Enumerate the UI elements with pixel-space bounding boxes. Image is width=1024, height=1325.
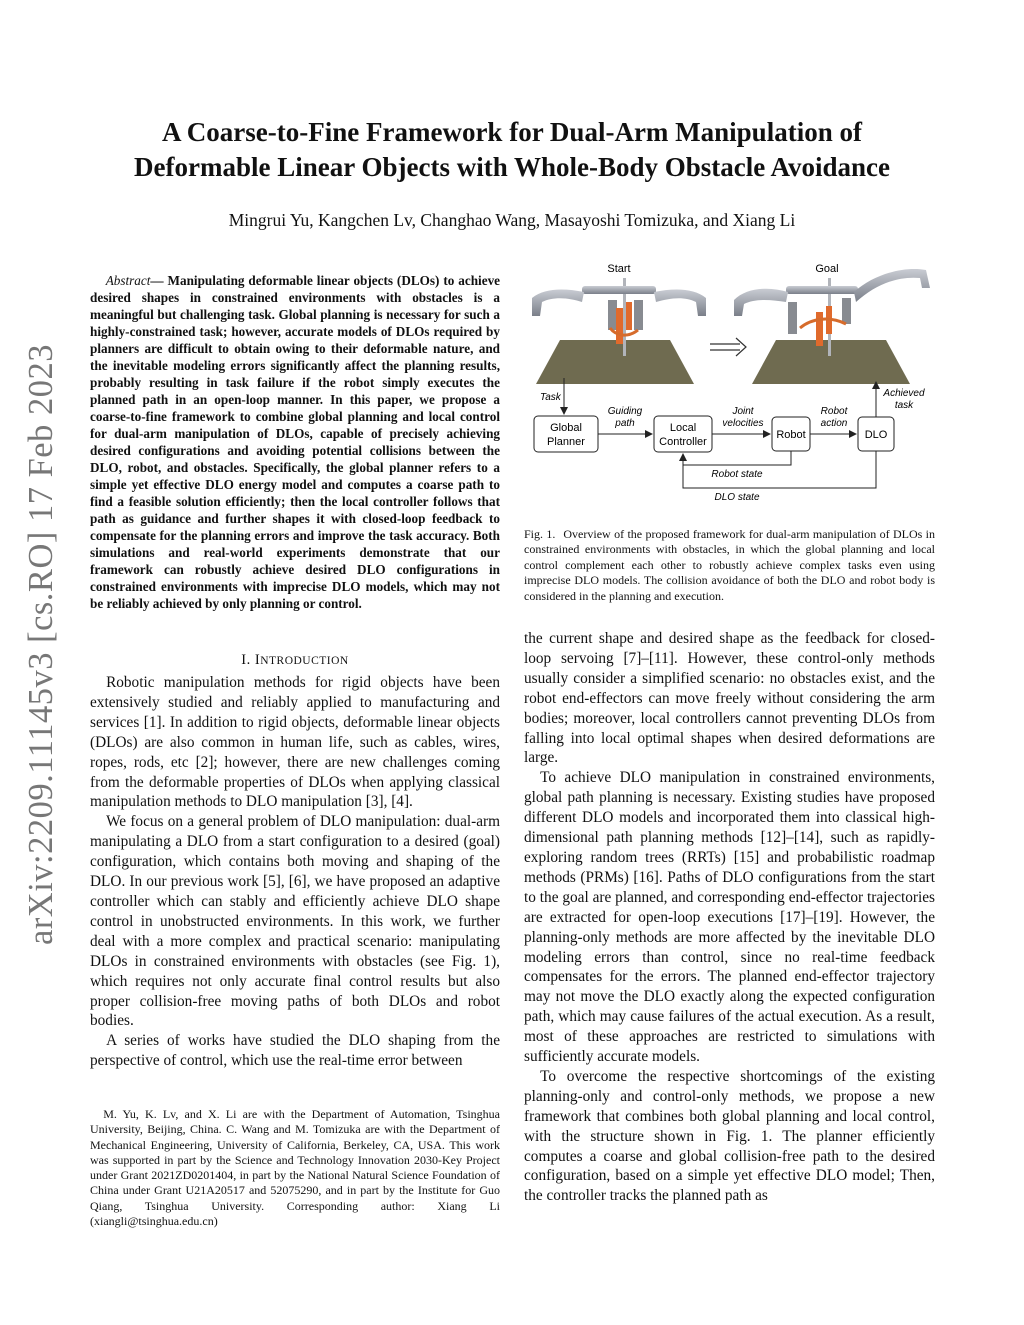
guiding-label-1: Guiding (607, 406, 643, 417)
section-heading-introduction (90, 652, 500, 669)
left-arm (734, 289, 788, 316)
paragraph: We focus on a general problem of DLO manipulation: dual-arm manipulating a DLO from a start configuration to a desired (goal) configuration, which contains both moving and shaping of the DLO. In our previous work [5], [6], we have proposed an adaptive controller which can stably and efficiently achieve DLO shape control in unobstructed environments. In this work, we further deal with a more complex and practical scenario: manipulating DLOs in constrained environments with obstacles (see Fig. 1), which requires not only accurate final control results but also proper collision-free moving paths of both DLOs and robot bodies. (90, 813, 500, 1030)
left-arm (532, 290, 584, 316)
dlo-state-label: DLO state (714, 492, 760, 503)
obstacle-pillar (626, 302, 632, 330)
local-controller-line1: Local (669, 422, 697, 434)
ground-plane (536, 340, 694, 384)
gripper-right (842, 298, 851, 324)
obstacle-pillar (616, 308, 623, 344)
paragraph: A series of works have studied the DLO shaping from the perspective of control, which use the real-time error between (90, 1032, 500, 1070)
achieved-label-2: task (894, 400, 914, 411)
right-arm (654, 290, 706, 316)
abstract (90, 272, 500, 612)
global-planner-line1: Global (550, 422, 582, 434)
paragraph: Robotic manipulation methods for rigid objects have been extensively studied and reliably applied to manufacturing and services [1]. In addition to rigid objects, deformable linear objects (DLOs) are also common in human life, such as cables, wires, ropes, rods, etc [2]; however, there are new challenges coming from the deformable properties of DLOs when applying classical manipulation methods to DLO manipulation [3], [4]. (90, 674, 500, 811)
robot-action-label-2: action (820, 418, 848, 429)
task-label: Task (540, 392, 561, 403)
arxiv-identifier: arXiv:2209.11145v3 [cs.RO] 17 Feb 2023 (22, 344, 60, 945)
start-scene-illustration (532, 263, 706, 384)
goal-scene-illustration (734, 263, 930, 384)
right-arm (854, 269, 930, 302)
paper-title (60, 115, 964, 185)
start-label: Start (607, 263, 631, 275)
footnote (90, 1107, 500, 1229)
robot-state-label: Robot state (711, 469, 763, 480)
figure-1 (524, 258, 935, 508)
robot-action-label-1: Robot (820, 406, 848, 417)
title-line-1: A Coarse-to-Fine Framework for Dual-Arm Manipulation of (162, 117, 862, 147)
gripper-left (608, 300, 617, 330)
title-line-2: Deformable Linear Objects with Whole-Body Obstacle Avoidance (134, 152, 890, 182)
paragraph: To overcome the respective shortcomings of the existing planning-only and control-only methods, we propose a new framework that combines both global planning and local control, with the structure shown in Fig. 1. The planner efficiently computes a coarse and global collision-free path to the desired configuration, based on a simple yet effective DLO model; Then, the controller tracks the planned path as (524, 1067, 935, 1205)
footnote-text: M. Yu, K. Lv, and X. Li are with the Department of Automation, Tsinghua University, Beijing, China. C. Wang and M. Tomizuka are with the Department of Mechanical Engineering, University of California, Berkeley, CA, USA. This work was supported in part by the Science and Technology Innovation 2030-Key Project under Grant 2021ZD0201404, in part by the National Natural Science Foundation of China under Grant U21A20517 and 52075290, and in part by the Institute for Guo Qiang, Tsinghua University. Corresponding author: Xiang Li (xiangli@tsinghua.edu.cn) (90, 1107, 500, 1229)
robot-label: Robot (776, 429, 806, 441)
dlo-label: DLO (864, 429, 888, 441)
abstract-label: Abstract (105, 273, 151, 288)
section-title-rest: NTRODUCTION (260, 655, 349, 667)
section-title-initial: I (254, 652, 261, 668)
obstacle-pillar (816, 312, 823, 346)
joint-label-2: velocities (722, 418, 764, 429)
abstract-text: Manipulating deformable linear objects (DLOs) to achieve desired shapes in constrained environments with obstacles is a meaningful but challenging task. Global planning is necessary for such a highly-constrained task; however, accurate models of DLOs required by planners are difficult to obtain owing to their deformable nature, and the inevitable modeling errors significantly affect the planning results, probably resulting in task failure if the robot simply executes the planned path in an open-loop manner. In this paper, we propose a coarse-to-fine framework to combine global planning and local control for dual-arm manipulation of DLOs, capable of precisely achieving desired configurations and avoiding potential collisions between the DLO, robot, and obstacles. Specifically, the global planner refers to a simple yet effective DLO energy model and computes a coarse path to find a feasible solution efficiently; then the local controller follows that path as guidance and further shapes it with closed-loop feedback to compensate for the planning errors and improve the task accuracy. Both simulations and real-world experiments demonstrate that our framework can robustly achieve desired DLO configurations in constrained environments with imprecise DLO models, which may not be reliably achieved by only planning or control. (90, 273, 501, 611)
local-controller-line2: Controller (659, 436, 707, 448)
section-numeral: I. (241, 652, 251, 668)
gripper-left (788, 302, 797, 334)
caption-text: Overview of the proposed framework for dual-arm manipulation of DLOs in constrained environments with obstacles, in which the global planning and local control complement each other to robustly achieve complex tasks even using imprecise DLO models. The collision avoidance of both the DLO and robot body is considered in the planning and execution. (524, 527, 935, 603)
right-column-body (524, 629, 935, 1206)
framework-diagram (524, 258, 935, 508)
transition-arrow (710, 338, 746, 356)
author-list: Mingrui Yu, Kangchen Lv, Changhao Wang, Masayoshi Tomizuka, and Xiang Li (228, 210, 796, 230)
goal-label: Goal (815, 263, 839, 275)
paragraph: the current shape and desired shape as the feedback for closed-loop servoing [7]–[11]. However, these control-only methods usually consider a simplified scenario: no obstacles exist, and the robot end-effectors can move freely without considering the arm bodies; moreover, local controllers cannot preventing DLOs from falling into local optimal shapes when desired deformations are large. (524, 630, 935, 767)
robot-state-feedback (683, 451, 791, 465)
guiding-label-2: path (615, 418, 635, 429)
top-bar (582, 286, 656, 294)
abstract-dash: — (150, 273, 168, 288)
figure-caption (524, 527, 935, 604)
left-column-body (90, 673, 500, 1071)
caption-label: Fig. 1. (524, 527, 556, 541)
paragraph: To achieve DLO manipulation in constrained environments, global path planning is necessary. Existing studies have proposed different DLO models and incorporated them into classical high-dimensional path planning methods [12]–[14], such as rapidly-exploring random trees (RRTs) [15] and probabilistic roadmap methods (PRMs) [16]. Paths of DLO configurations from the start to the goal are planned, and corresponding end-effector trajectories are extracted for open-loop executions [17]–[19]. However, the planning-only methods are more affected by the inevitable DLO modeling errors than control, since no real-time feedback compensates for the errors. The planned end-effector trajectory may not move the DLO exactly along the expected configuration path, which may cause failures of the actual execution. As a result, most of these approaches are restricted to simulations with sufficiently accurate models. (524, 769, 935, 1066)
block-diagram (534, 378, 925, 503)
gripper-right (634, 300, 643, 330)
joint-label-1: Joint (732, 406, 754, 417)
top-bar (786, 286, 858, 294)
achieved-label-1: Achieved (883, 388, 925, 399)
global-planner-line2: Planner (547, 436, 585, 448)
